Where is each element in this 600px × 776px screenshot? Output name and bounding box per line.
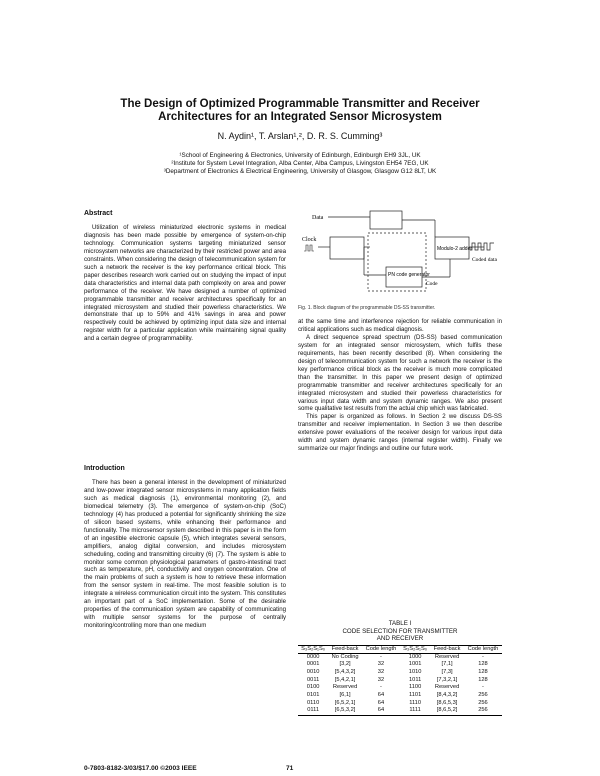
table-caption-line-1: CODE SELECTION FOR TRANSMITTER [342,627,458,635]
table-row: 0000 No Coding - 1000 Reserved - [306,653,484,660]
abstract-heading: Abstract [84,210,113,217]
introduction-section [84,465,286,630]
right-paragraph-1: A direct sequence spread spectrum (DS-SS) based communication system for an integrated sensor microsystem, which fulfils these requirements, has been recently described (8). When considering the design of telecommunication system for such a network the receiver is the key performance critical block as the receiver is much more complicated than the transmitter. In this paper we present design of optimized programmable transmitter and receiver architectures specifically for an integrated microsystem and studied their powerless characteristics for various input data width and system dynamic ranges. We also present some qualitative test results from the actual chip which was fabricated. [298,333,502,413]
table-caption [298,620,502,643]
affiliation-1: ¹School of Engineering & Electronics, University of Edinburgh, Edinburgh EH9 3JL, UK [179,152,421,159]
title-line-1: The Design of Optimized Programmable Transmitter and Receiver [120,98,480,110]
table-label: TABLE I [388,620,412,627]
fig-clock-label: Clock [302,237,317,243]
introduction-text: There has been a general interest in the development of miniaturized and low-power integrated sensor microsystems in many application fields such as medical diagnosis (1), environmental monitoring (2), and biomedical telemetry (3). The emergence of system-on-chip (SoC) technology (4) has produced a potential for significantly shrinking the size of silicon based systems, while enhancing their performance and functionality. The microsensor system described in this paper is in the form of an ingestible electronic capsule (5), which integrates several sensors, amplifiers, analog digital conversion, and includes microsystem scheduling, coding and transmitting circuitry (6) (7). The system is able to monitor some common physiological parameters of gastro-intestinal tract such as temperature, pH, conductivity and oxygen concentration. One of the main problems of such a system is how to retrieve these information from the sensor system in real-time. The most feasible solution is to integrate a wireless communication circuit into the system. This constitutes an important part of a SoC implementation. Some of the desirable properties of the communication system are capability of communicating with multiple sensor systems for the purpose of centrally monitoring/controlling more than one medium [84,479,286,630]
fig-pn-label: PN code generator [388,272,430,278]
coded-waveform [470,243,494,250]
table-row: 0010 [5,4,3,2] 32 1010 [7,3] 128 [306,668,488,675]
affiliation-2: ²Institute for System Level Integration, Alba Center, Alba Campus, Livingston EH54 7EG, UK [171,160,429,167]
table-row: 0101 [6,1] 64 1101 [8,4,3,2] 256 [306,692,488,699]
table-row: 0110 [6,5,2,1] 64 1110 [8,6,5,3] 256 [307,699,488,706]
right-paragraph-0: at the same time and interference rejection for reliable communication in critical applications such as medical diagnosis. [298,318,502,333]
table-header: Feed-back [430,646,464,654]
code-selection-table [298,645,502,716]
clock-waveform [304,245,314,251]
block-diagram-figure [300,207,500,303]
right-column-text [298,318,502,453]
table-row: 0001 [3,2] 32 1001 [7,1] 128 [306,661,488,668]
page-number: 71 [286,765,294,772]
authors: N. Aydin¹, T. Arslan¹,², D. R. S. Cumming³ [217,131,383,141]
figure-caption: Fig. 1. Block diagram of the programmable DS-SS transmitter. [298,305,436,311]
abstract-text: Utilization of wireless miniaturized electronic systems in medical diagnosis has been made possible by emergence of system-on-chip technology. Communication systems targeting miniaturized sensor microsystem networks are characterized by their restricted power and area constraints. When considering the design of telecommunication system for such a network the receiver is the key performance critical block. This paper describes research work carried out on studying the impact of input data characteristics and internal data path complexity on area and power performance of the receiver. We have designed a number of optimized programmable transmitter and receiver architectures specifically for an integrated microsystem and studied their powerless characteristics. We demonstrate that up to 59% and 41% savings in area and power respectively could be achieved by optimizing input data size and internal register width for a particular application while maintaining signal quality and a certain degree of programmability. [84,224,286,343]
affiliation-3: ³Department of Electronics & Electrical Engineering, University of Glasgow, Glasgow G12 8LT, UK [163,168,437,175]
table-header: Code length [362,646,400,654]
clock-divider-block [330,237,364,259]
table-row: 0100 Reserved - 1100 Reserved - [306,684,484,691]
fig-adder-label: Modulo-2 adder [437,246,473,252]
table-header: Code length [464,646,502,654]
table-row: 0111 [6,5,3,2] 64 1111 [8,6,5,2] 256 [298,707,502,715]
fig-coded-data-label: Coded data [472,257,497,263]
right-paragraph-2: This paper is organized as follows. In Section 2 we discuss DS-SS transmitter and receiver implementation. In Section 3 we then describe extensive power evaluations of the receiver design for various input data width and system dynamic ranges (internal register width). Finally we summarize our major findings and outline our future work. [298,413,502,453]
fig-code-label: Code [426,281,438,287]
footer-isbn: 0-7803-8182-3/03/$17.00 ©2003 IEEE [84,765,197,772]
paper-title [0,98,600,124]
table-header: Feed-back [328,646,362,654]
abstract-section [84,210,286,343]
fig-data-label: Data [312,215,324,221]
introduction-heading: Introduction [84,465,125,472]
register-block [370,211,402,229]
table-header: S₃S₂S₁S₀ [298,646,328,654]
title-line-2: Architectures for an Integrated Sensor Microsystem [158,111,442,123]
table-caption-line-2: AND RECEIVER [376,635,424,642]
table-row: 0011 [5,4,2,1] 32 1011 [7,3,2,1] 128 [307,676,488,683]
table-header: S₃S₂S₁S₀ [400,646,430,654]
